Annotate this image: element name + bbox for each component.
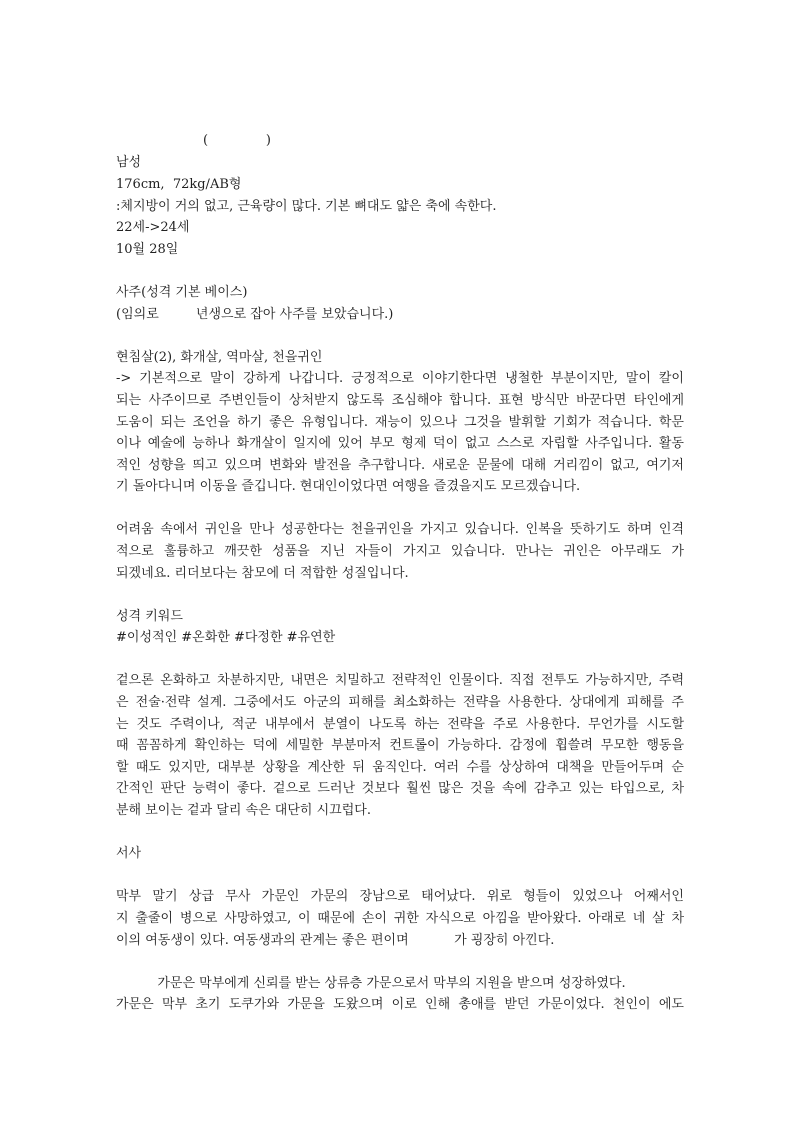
narrative-line: 지 출줄이 병으로 사망하였고, 이 때문에 손이 귀한 자식으로 아낌을 받아왔다. 아래로 네 살 차 — [116, 911, 684, 926]
age: 22세->24세 — [116, 220, 190, 235]
saju-para2-line: 적으로 훌륭하고 깨끗한 성품을 지닌 자들이 가지고 있습니다. 만나는 귀인은 아무래도 가 — [116, 544, 684, 559]
saju-heading: 사주(성격 기본 베이스) — [116, 285, 248, 300]
keywords-heading: 성격 키워드 — [116, 609, 183, 624]
narrative-line: 막부 말기 상급 무사 가문인 가문의 장남으로 태어났다. 위로 형들이 있었으나 어째서인 — [116, 889, 684, 904]
name-line: ( ) — [203, 133, 271, 148]
keywords-tags: #이성적인 #온화한 #다정한 #유연한 — [116, 630, 336, 645]
saju-para1-line: -> 기본적으로 말이 강하게 나갑니다. 긍정적으로 이야기한다면 냉철한 부분이지만, 말이 칼이 — [116, 371, 684, 386]
saju-stars: 현침살(2), 화개살, 역마살, 천을귀인 — [116, 350, 323, 365]
personality-line: 겉으론 온화하고 차분하지만, 내면은 치밀하고 전략적인 인물이다. 직접 전투도 가능하지만, 주력 — [116, 673, 684, 688]
personality-line: 간적인 판단 능력이 좋다. 겉으로 드러난 것보다 훨씬 많은 것을 속에 감추고 있는 타입으로, 차 — [116, 781, 684, 796]
personality-line: 은 전술·전략 설계. 그중에서도 아군의 피해를 최소화하는 전략을 사용한다. 상대에게 피해를 주 — [116, 695, 684, 710]
narrative-line: 가문은 막부에게 신뢰를 받는 상류층 가문으로서 막부의 지원을 받으며 성장하였다. — [116, 976, 626, 991]
saju-para1-line: 도움이 되는 조언을 하기 좋은 유형입니다. 재능이 있으나 그것을 발휘할 기회가 적습니다. 학문 — [116, 415, 684, 430]
personality-line: 분해 보이는 겉과 달리 속은 대단히 시끄럽다. — [116, 803, 371, 818]
saju-para1-line: 적인 성향을 띄고 있으며 변화와 발전을 추구합니다. 새로운 문물에 대해 거리낌이 없고, 여기저 — [116, 458, 684, 473]
personality-line: 할 때도 있지만, 대부분 상황을 계산한 뒤 움직인다. 여러 수를 상상하여 대책을 만들어두며 순 — [116, 760, 684, 775]
personality-line: 는 것도 주력이나, 적군 내부에서 분열이 나도록 하는 전략을 주로 사용한다. 무언가를 시도할 — [116, 717, 684, 732]
narrative-heading: 서사 — [116, 846, 142, 861]
body-stats: 176cm, 72kg/AB형 — [116, 177, 242, 192]
saju-para1-line: 기 돌아다니며 이동을 즐깁니다. 현대인이었다면 여행을 즐겼을지도 모르겠습니다. — [116, 479, 581, 494]
narrative-line: 이의 여동생이 있다. 여동생과의 관계는 좋은 편이며 가 굉장히 아낀다. — [116, 933, 555, 948]
gender: 남성 — [116, 155, 142, 170]
saju-note: (임의로 년생으로 잡아 사주를 보았습니다.) — [116, 307, 394, 322]
personality-line: 때 꼼꼼하게 확인하는 덕에 세밀한 부분마저 컨트롤이 가능하다. 감정에 휩쓸려 무모한 행동을 — [116, 738, 684, 753]
narrative-line: 가문은 막부 초기 도쿠가와 가문을 도왔으며 이로 인해 총애를 받던 가문이었다. 천인이 에도 — [116, 997, 684, 1012]
build-description: :체지방이 거의 없고, 근육량이 많다. 기본 뼈대도 얇은 축에 속한다. — [116, 199, 497, 214]
saju-para2-line: 어려움 속에서 귀인을 만나 성공한다는 천을귀인을 가지고 있습니다. 인복을 뜻하기도 하며 인격 — [116, 522, 684, 537]
saju-para2-line: 되겠네요. 리더보다는 참모에 더 적합한 성질입니다. — [116, 566, 409, 581]
saju-para1-line: 되는 사주이므로 주변인들이 상처받지 않도록 조심해야 합니다. 표현 방식만 바꾼다면 타인에게 — [116, 393, 684, 408]
birthday: 10월 28일 — [116, 242, 179, 257]
saju-para1-line: 이나 예술에 능하나 화개살이 일지에 있어 부모 형제 덕이 없고 스스로 자립할 사주입니다. 활동 — [116, 436, 684, 451]
